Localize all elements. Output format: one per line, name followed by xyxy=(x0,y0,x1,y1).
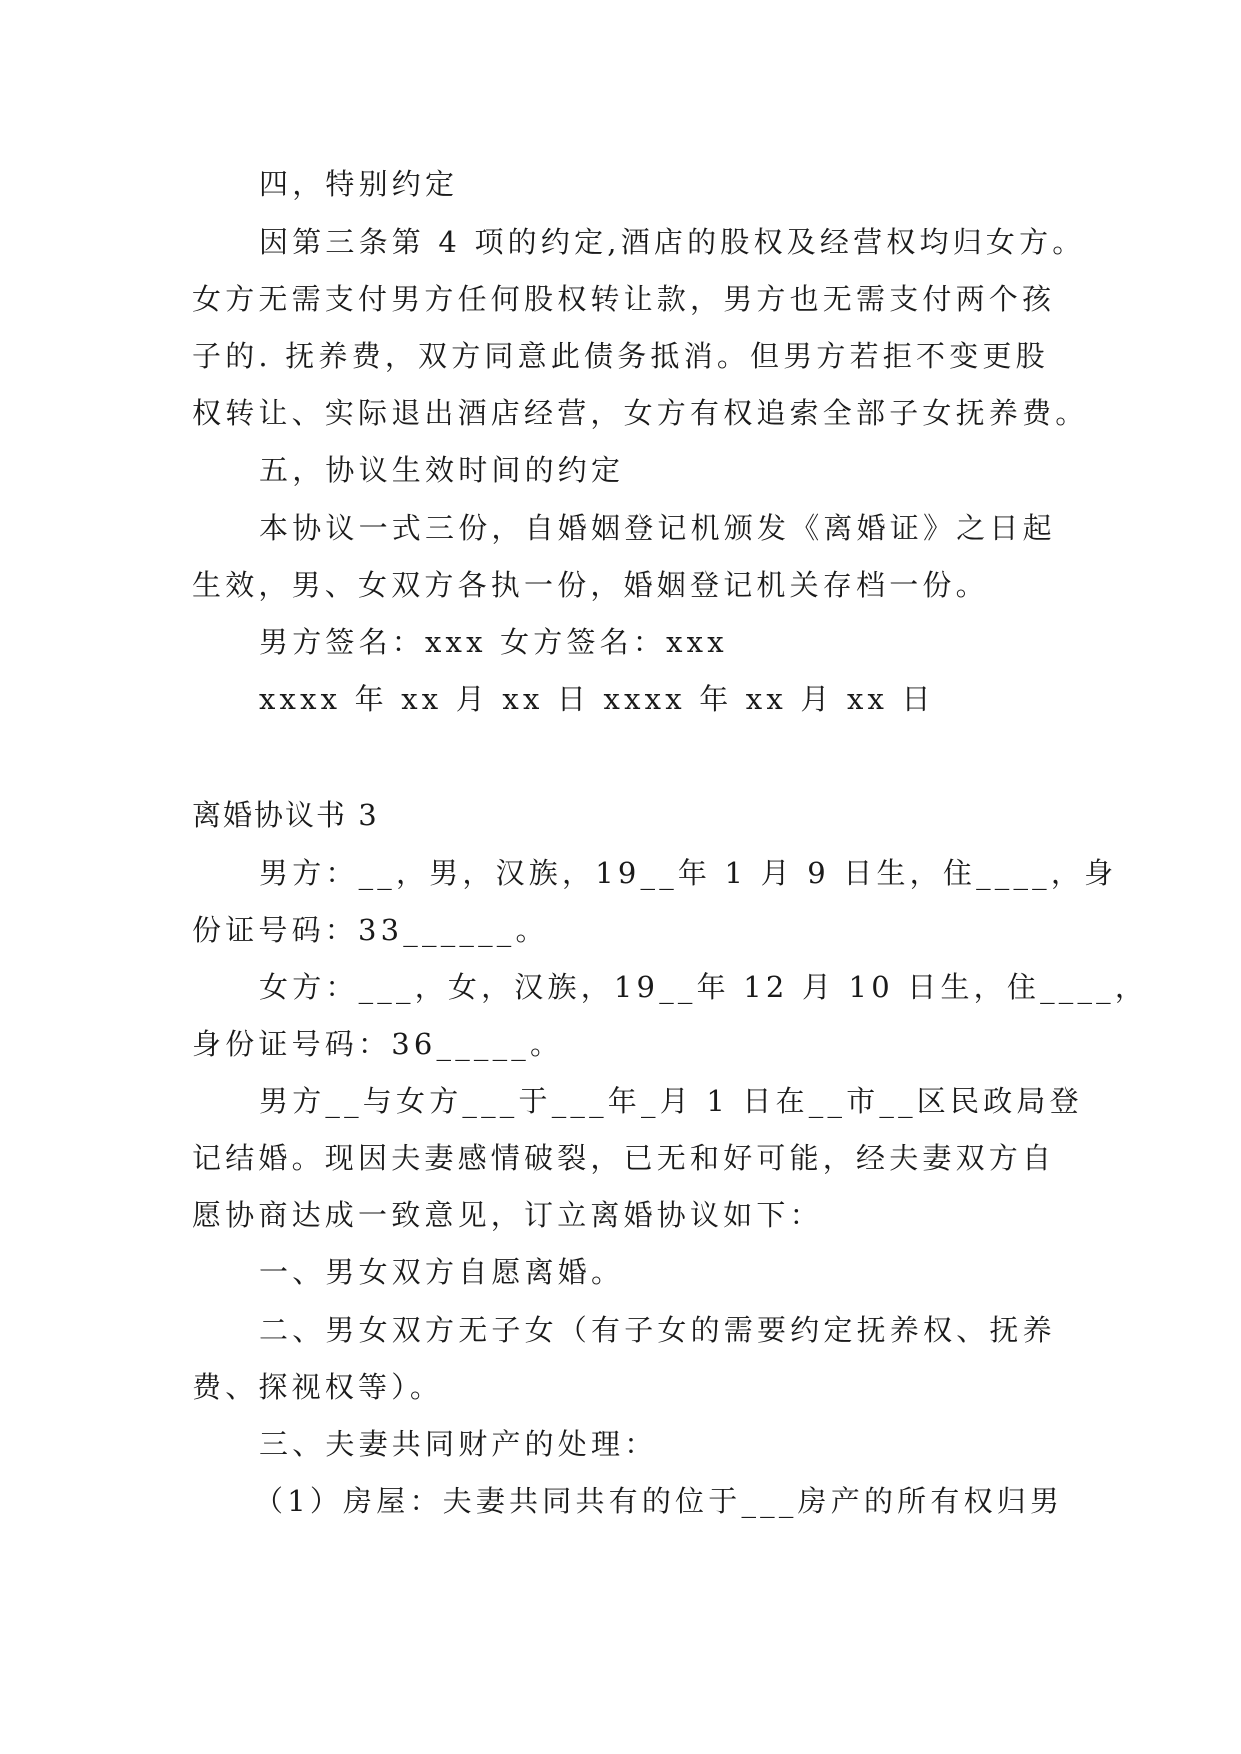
clause-3-item-1: （1）房屋：夫妻共同共有的位于___房产的所有权归男 xyxy=(254,1484,1064,1518)
document-title: 离婚协议书 3 xyxy=(192,798,379,832)
clause-1: 一、男女双方自愿离婚。 xyxy=(259,1255,625,1289)
marriage-paragraph-line: 愿协商达成一致意见，订立离婚协议如下： xyxy=(192,1198,823,1232)
marriage-paragraph-line: 男方__与女方___于___年_月 1 日在__市__区民政局登 xyxy=(259,1084,1083,1118)
section-heading-special-agreement: 四，特别约定 xyxy=(259,167,459,201)
paragraph-line: 女方无需支付男方任何股权转让款，男方也无需支付两个孩 xyxy=(192,282,1056,316)
signature-line: 男方签名：xxx 女方签名：xxx xyxy=(259,625,728,659)
female-party-line: 女方：___，女，汉族，19__年 12 月 10 日生，住____， xyxy=(259,970,1149,1004)
male-party-line: 男方：__，男，汉族，19__年 1 月 9 日生，住____，身 xyxy=(259,856,1118,890)
section-heading-effective-time: 五，协议生效时间的约定 xyxy=(259,453,625,487)
paragraph-line: 生效，男、女双方各执一份，婚姻登记机关存档一份。 xyxy=(192,568,989,602)
marriage-paragraph-line: 记结婚。现因夫妻感情破裂，已无和好可能，经夫妻双方自 xyxy=(192,1141,1056,1175)
paragraph-line: 子的. 抚养费，双方同意此债务抵消。但男方若拒不变更股 xyxy=(192,339,1049,373)
male-party-line: 份证号码：33______。 xyxy=(192,913,549,947)
paragraph-line: 权转让、实际退出酒店经营，女方有权追索全部子女抚养费。 xyxy=(192,396,1089,430)
clause-3: 三、夫妻共同财产的处理： xyxy=(259,1427,658,1461)
clause-2-line: 费、探视权等）。 xyxy=(192,1370,444,1404)
paragraph-line: 因第三条第 4 项的约定,酒店的股权及经营权均归女方。 xyxy=(259,225,1086,259)
date-line: xxxx 年 xx 月 xx 日 xxxx 年 xx 月 xx 日 xyxy=(259,682,935,716)
clause-2-line: 二、男女双方无子女（有子女的需要约定抚养权、抚养 xyxy=(259,1313,1056,1347)
paragraph-line: 本协议一式三份，自婚姻登记机颁发《离婚证》之日起 xyxy=(259,511,1056,545)
female-party-line: 身份证号码：36_____。 xyxy=(192,1027,564,1061)
